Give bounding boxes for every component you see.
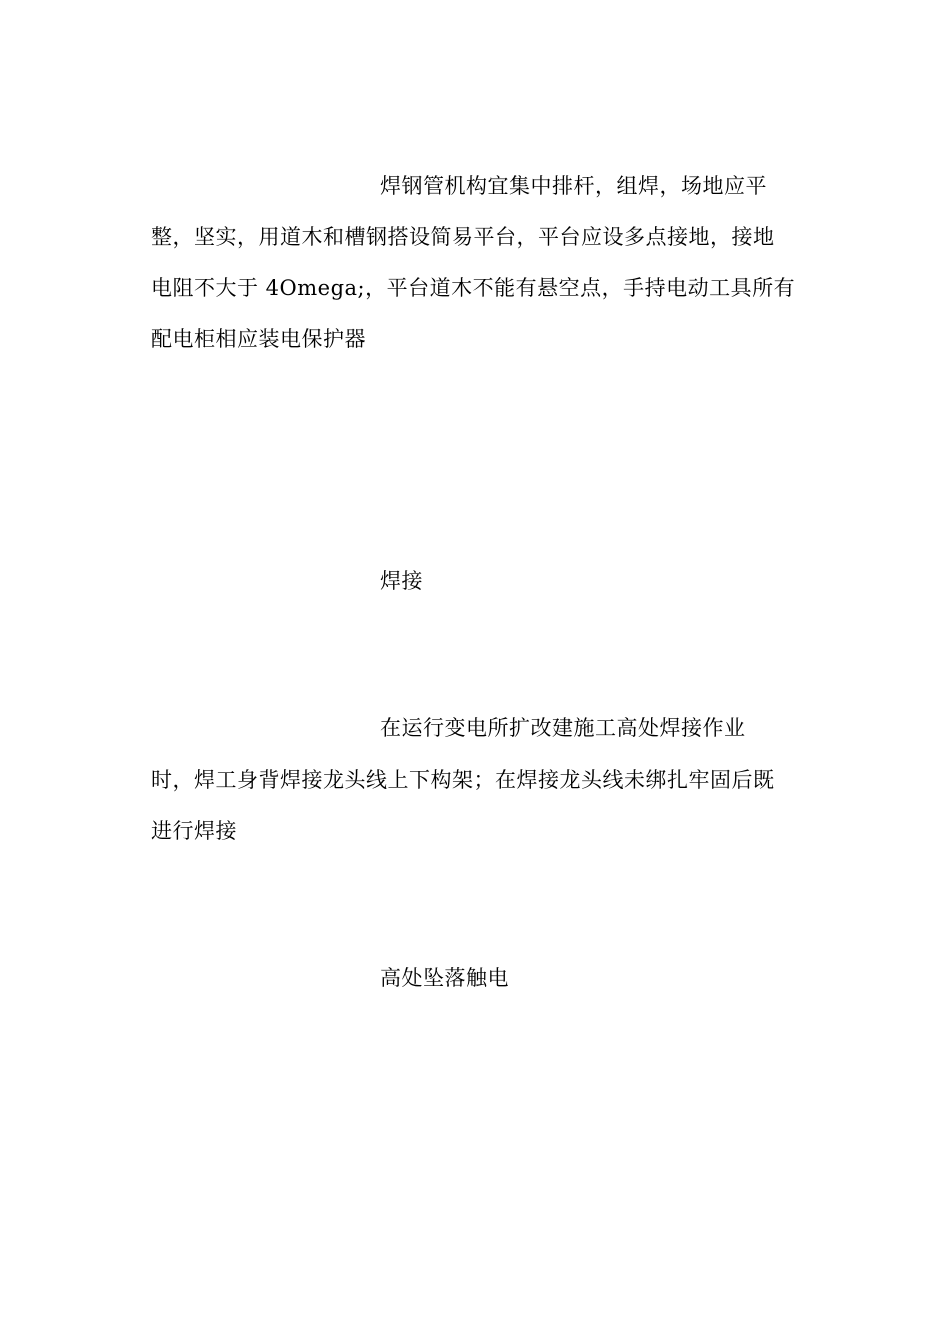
paragraph-2-line-1: 在运行变电所扩改建施工高处焊接作业 — [380, 716, 746, 740]
paragraph-2-line-2: 时，焊工身背焊接龙头线上下构架；在焊接龙头线未绑扎牢固后既 — [151, 768, 775, 792]
paragraph-1-line-1: 焊钢管机构宜集中排杆，组焊，场地应平 — [380, 174, 767, 198]
heading-welding: 焊接 — [380, 569, 423, 593]
paragraph-2-line-3: 进行焊接 — [151, 819, 237, 843]
heading-fall-electric-shock: 高处坠落触电 — [380, 966, 509, 990]
paragraph-1-line-2: 整，坚实，用道木和槽钢搭设简易平台，平台应设多点接地，接地 — [151, 225, 775, 249]
paragraph-1-line-4: 配电柜相应装电保护器 — [151, 327, 366, 351]
paragraph-1-line-3: 电阻不大于 4Omega;，平台道木不能有悬空点，手持电动工具所有 — [151, 276, 796, 300]
